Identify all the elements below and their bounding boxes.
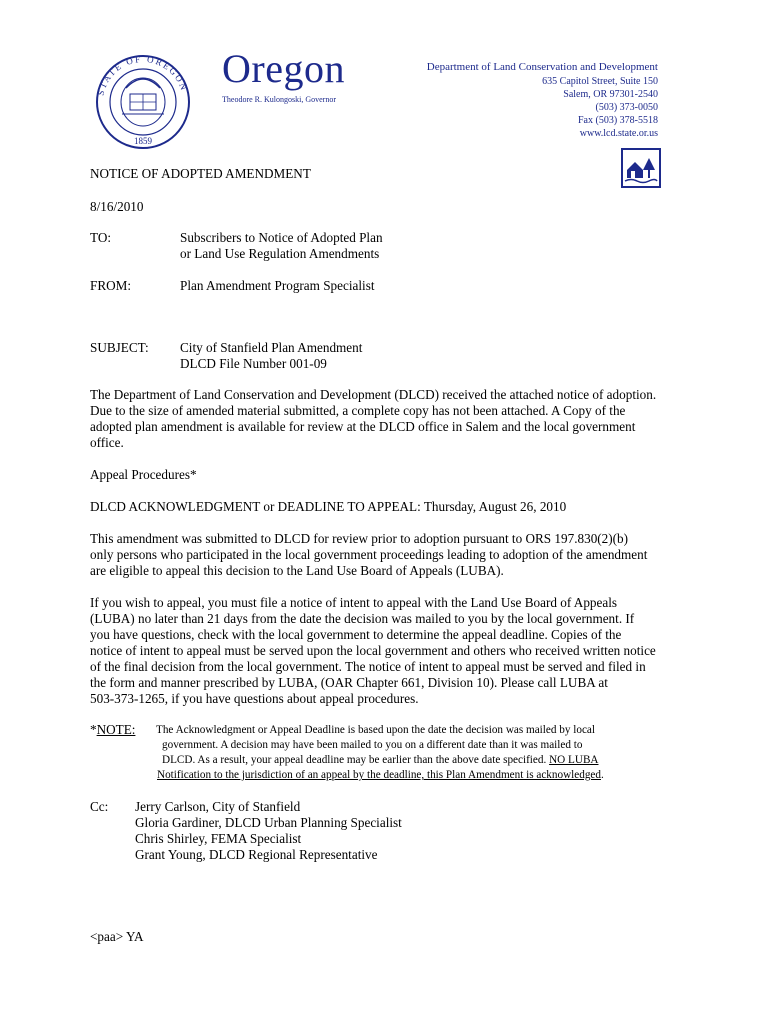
paragraph-line: office. <box>90 435 124 450</box>
department-name: Department of Land Conservation and Development <box>426 61 658 73</box>
from-value: Plan Amendment Program Specialist <box>180 278 375 293</box>
governor-name: Theodore R. Kulongoski, Governor <box>222 95 336 104</box>
subject-line-1: City of Stanfield Plan Amendment <box>180 340 363 355</box>
address-city: Salem, OR 97301-2540 <box>563 89 658 100</box>
cc-label: Cc: <box>90 799 109 814</box>
subject-line-2: DLCD File Number 001-09 <box>180 356 327 371</box>
paragraph-line: the form and manner prescribed by LUBA, (OAR Chapter 661, Division 10). Please call LUBA at <box>90 675 608 690</box>
note-no-luba: NO LUBA <box>549 754 599 766</box>
address-fax: Fax (503) 378-5518 <box>578 115 658 126</box>
typist-initials: <paa> YA <box>90 929 144 944</box>
paragraph-line: (LUBA) no later than 21 days from the date the decision was mailed to you by the local government. If <box>90 611 635 626</box>
paragraph-line: notice of intent to appeal must be served upon the local government and others who received written notice <box>90 643 656 658</box>
oregon-state-seal <box>86 50 200 150</box>
cc-list <box>135 799 402 863</box>
eligibility-paragraph <box>90 531 690 579</box>
paragraph-line: The Department of Land Conservation and Development (DLCD) received the attached notice of adoption. <box>90 387 657 402</box>
note-line-3-text: DLCD. As a result, your appeal deadline may be earlier than the above date specified. <box>162 754 550 766</box>
note-line-1: The Acknowledgment or Appeal Deadline is based upon the date the decision was mailed by local <box>156 724 595 736</box>
to-label: TO: <box>90 230 112 245</box>
svg-text:1859: 1859 <box>134 136 152 146</box>
note-label <box>90 722 135 738</box>
note-line-2: government. A decision may have been mailed to you on a different date than it was mailed to <box>162 739 583 751</box>
note-line-3 <box>162 753 599 768</box>
note-acknowledged: Notification to the jurisdiction of an appeal by the deadline, this Plan Amendment is acknowledged <box>157 769 601 781</box>
note-label-text: NOTE: <box>96 722 136 737</box>
note-line-4 <box>157 768 604 783</box>
address-street: 635 Capitol Street, Suite 150 <box>542 76 658 87</box>
cc-recipient: Grant Young, DLCD Regional Representative <box>135 847 378 862</box>
svg-text:STATE OF OREGON: STATE OF OREGON <box>95 53 190 97</box>
paragraph-line: If you wish to appeal, you must file a notice of intent to appeal with the Land Use Board of Appeals <box>90 595 618 610</box>
paragraph-line: 503-373-1265, if you have questions about appeal procedures. <box>90 691 419 706</box>
paragraph-line: adopted plan amendment is available for review at the DLCD office in Salem and the local government <box>90 419 636 434</box>
to-line-2: or Land Use Regulation Amendments <box>180 246 380 261</box>
to-line-1: Subscribers to Notice of Adopted Plan <box>180 230 383 245</box>
appeal-procedures-heading: Appeal Procedures* <box>90 467 197 482</box>
subject-label: SUBJECT: <box>90 340 149 355</box>
adoption-paragraph <box>90 387 690 451</box>
paragraph-line: you have questions, check with the local government to determine the appeal deadline. Copies of the <box>90 627 622 642</box>
paragraph-line: only persons who participated in the local government proceedings leading to adoption of the amendment <box>90 547 648 562</box>
notice-heading: NOTICE OF ADOPTED AMENDMENT <box>90 166 311 181</box>
cc-recipient: Gloria Gardiner, DLCD Urban Planning Specialist <box>135 815 402 830</box>
oregon-wordmark: Oregon <box>222 46 345 91</box>
paragraph-line: Due to the size of amended material submitted, a complete copy has not been attached. A Copy of the <box>90 403 626 418</box>
paragraph-line: of the final decision from the local government. The notice of intent to appeal must be served and filed in <box>90 659 646 674</box>
address-phone: (503) 373-0050 <box>595 102 658 113</box>
notice-date: 8/16/2010 <box>90 199 144 214</box>
cc-recipient: Jerry Carlson, City of Stanfield <box>135 799 301 814</box>
appeal-instructions-paragraph <box>90 595 690 707</box>
note-asterisk: * <box>90 722 97 737</box>
appeal-deadline: DLCD ACKNOWLEDGMENT or DEADLINE TO APPEAL: Thursday, August 26, 2010 <box>90 499 567 514</box>
paragraph-line: are eligible to appeal this decision to the Land Use Board of Appeals (LUBA). <box>90 563 504 578</box>
dlcd-logo-icon <box>621 148 661 188</box>
address-website: www.lcd.state.or.us <box>579 128 658 139</box>
from-label: FROM: <box>90 278 132 293</box>
note-period: . <box>600 769 604 781</box>
cc-recipient: Chris Shirley, FEMA Specialist <box>135 831 302 846</box>
paragraph-line: This amendment was submitted to DLCD for review prior to adoption pursuant to ORS 197.830(2)(b) <box>90 531 629 546</box>
